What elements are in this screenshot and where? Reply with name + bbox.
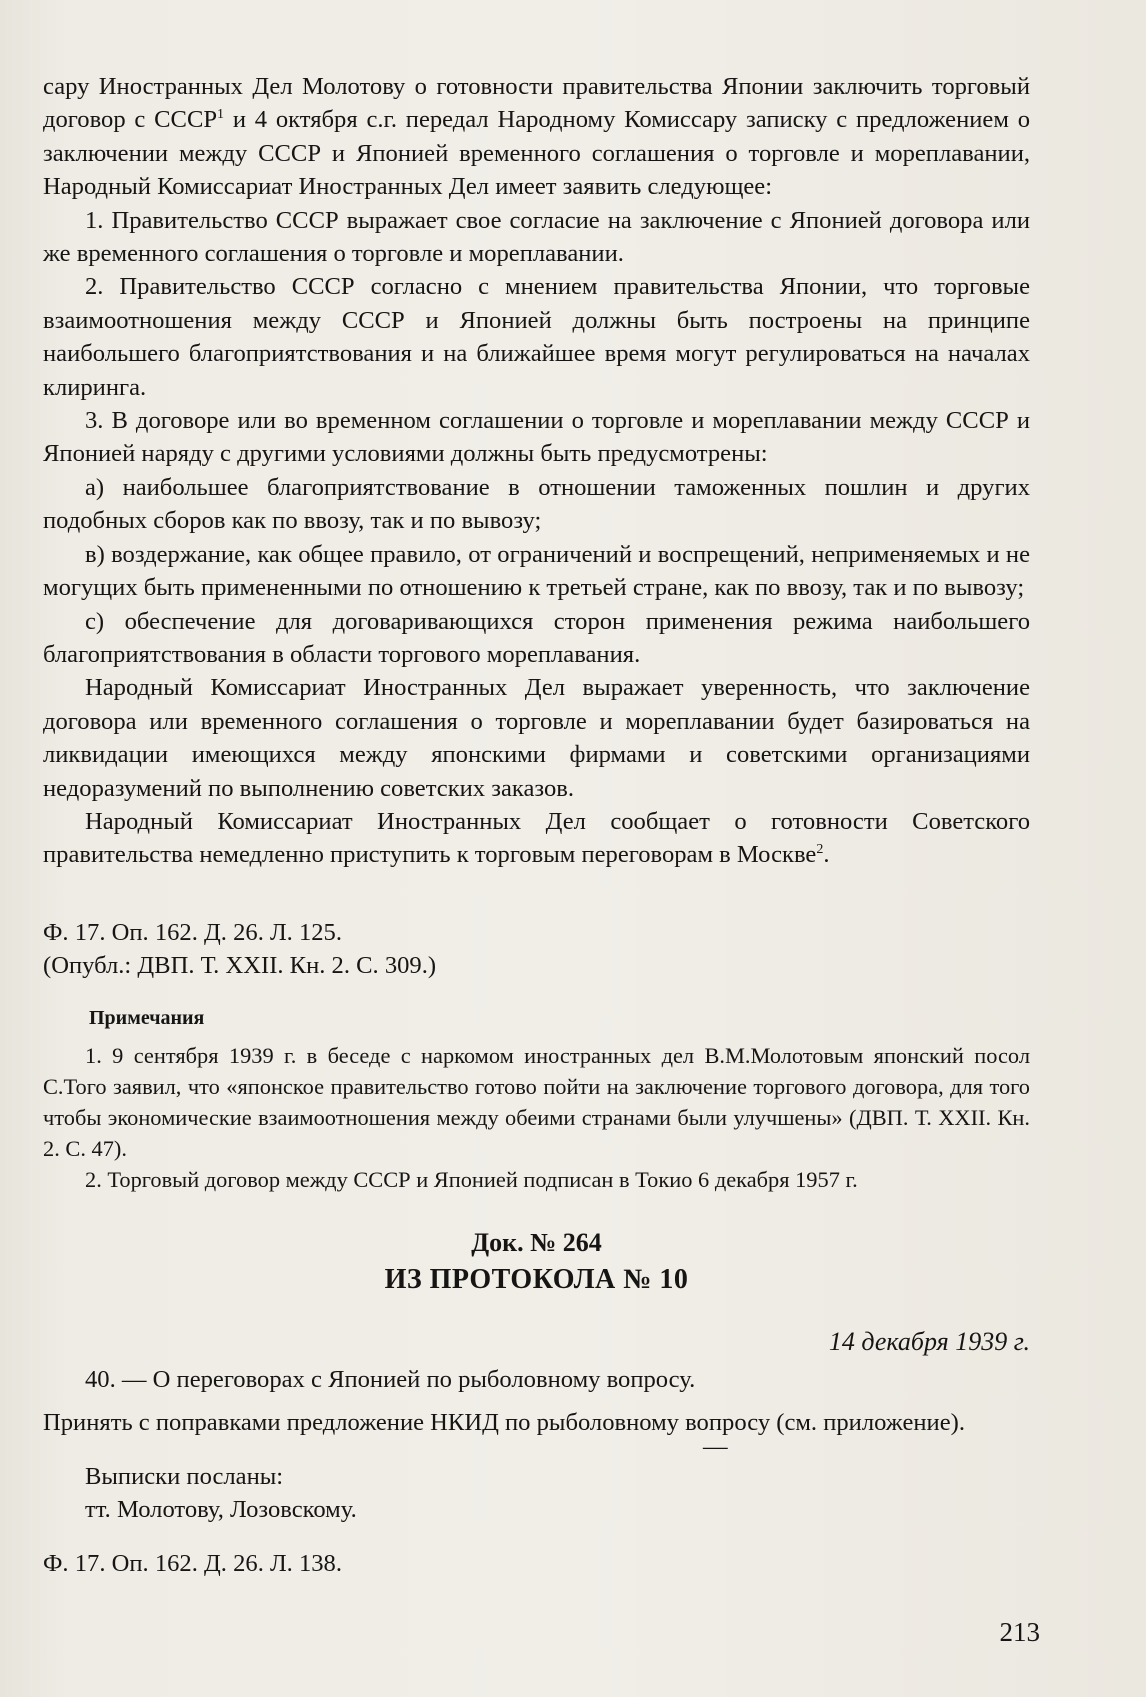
main-text [43, 70, 1030, 872]
doc-number: Док. № 264 [471, 1228, 602, 1257]
readiness-paragraph [43, 805, 1030, 872]
publication-reference: (Опубл.: ДВП. Т. XXII. Кн. 2. С. 309.) [43, 952, 437, 980]
opening-paragraph [43, 70, 1030, 204]
agenda-item-40: 40. — О переговорах с Японией по рыболовному вопросу. [85, 1366, 696, 1393]
notes-heading-block [43, 1002, 1030, 1035]
readiness-end: . [823, 841, 830, 869]
notes-title: Примечания [89, 1007, 205, 1029]
note-2: 2. Торговый договор между СССР и Японией подписан в Токио 6 декабря 1957 г. [85, 1167, 858, 1192]
separator-dash: — [703, 1432, 728, 1460]
opening-text: сару Иностранных Дел Молотову о готовности правительства Японии заключить торговый договор с СССР [43, 73, 1030, 134]
item-3b: в) воздержание, как общее правило, от ограничений и воспрещений, неприменяемых и не могущих быть примененными по отношению к третьей стране, как по ввозу, так и по вывозу; [43, 540, 1030, 602]
readiness-text: Народный Комиссариат Иностранных Дел сообщает о готовности Советского правительства немедленно приступить к торговым переговорам в Москве [43, 807, 1030, 869]
decision-paragraph: Принять с поправками предложение НКИД по рыболовному вопросу (см. приложение). [43, 1409, 965, 1437]
footnote-ref-2: 2 [816, 842, 824, 858]
source-block [43, 916, 1030, 983]
doc-264-header [43, 1226, 1030, 1358]
extracts-recipients: тт. Молотову, Лозовскому. [85, 1496, 357, 1524]
doc-264-archive-reference: Ф. 17. Оп. 162. Д. 26. Л. 138. [43, 1549, 343, 1577]
footnote-ref-1: 1 [217, 107, 225, 123]
doc-264-body [43, 1363, 1030, 1580]
item-3c: с) обеспечение для договаривающихся сторон применения режима наибольшего благоприятствования в области торгового мореплавания. [43, 607, 1030, 668]
doc-date: 14 декабря 1939 г. [828, 1326, 1030, 1356]
doc-title: ИЗ ПРОТОКОЛА № 10 [384, 1264, 689, 1296]
item-2: 2. Правительство СССР согласно с мнением правительства Японии, что торговые взаимоотношения между СССР и Японией должны быть построены на принципе наибольшего благоприятствования и на ближайшее время могут регулироваться на началах клиринга. [43, 273, 1030, 401]
note-1: 1. 9 сентября 1939 г. в беседе с наркомом иностранных дел В.М.Молотовым японский посол С.Того заявил, что «японское правительство готово пойти на заключение торгового договора, для того чтобы экономические взаимоотношения между обеими странами были улучшены» (ДВП. Т. XXII. Кн. 2. С. 47). [43, 1043, 1030, 1161]
archive-reference: Ф. 17. Оп. 162. Д. 26. Л. 125. [43, 919, 343, 946]
page-number: 213 [999, 1617, 1040, 1647]
confidence-paragraph: Народный Комиссариат Иностранных Дел выражает уверенность, что заключение договора или временного соглашения о торговле и мореплавании будет базироваться на ликвидации имеющихся между японскими фирмами и советскими организациями недоразумений по выполнению советских заказов. [43, 674, 1030, 802]
notes-block [43, 1040, 1030, 1195]
item-3a: а) наибольшее благоприятствование в отношении таможенных пошлин и других подобных сборов как по ввозу, так и по вывозу; [43, 473, 1030, 535]
extracts-label: Выписки посланы: [85, 1462, 284, 1490]
item-3: 3. В договоре или во временном соглашении о торговле и мореплавании между СССР и Японией наряду с другими условиями должны быть предусмотрены: [43, 407, 1030, 468]
item-1: 1. Правительство СССР выражает свое согласие на заключение с Японией договора или же временного соглашения о торговле и мореплавании. [43, 206, 1030, 268]
opening-text-rest: и 4 октября с.г. передал Народному Комиссару записку с предложением о заключении между СССР и Японией временного соглашения о торговле и мореплавании, Народный Комиссариат Иностранных Дел имеет заявить следующее: [43, 106, 1030, 201]
